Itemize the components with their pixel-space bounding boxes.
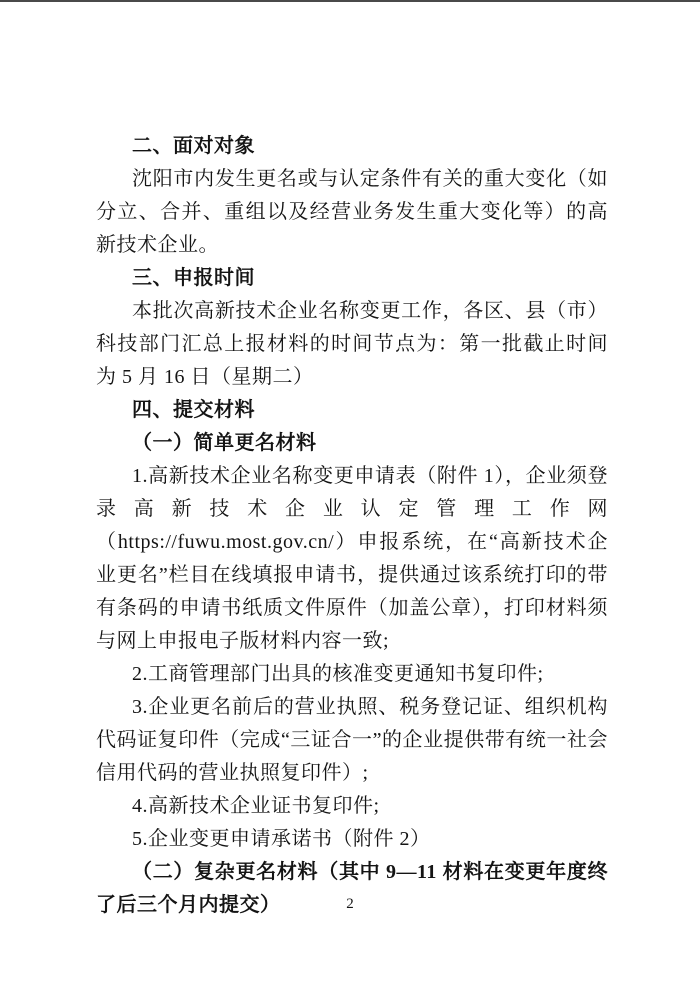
list-item-1: 1.高新技术企业名称变更申请表（附件 1），企业须登录高新技术企业认定管理工作网（https://fuwu.most.gov.cn/）申报系统，在“高新技术企业更名”栏目在线填报申请书，提供通过该系统打印的带有条码的申请书纸质文件原件（加盖公章），打印材料须与网上申报电子版材料内容一致; [96, 465, 608, 652]
list-item-4: 4.高新技术企业证书复印件; [132, 795, 380, 817]
subsection-heading-complex-materials: （二）复杂更名材料（其中 9—11 材料在变更年度终了后三个月内提交） [96, 861, 608, 916]
document-body [96, 130, 608, 922]
list-item-2: 2.工商管理部门出具的核准变更通知书复印件; [132, 663, 544, 685]
paragraph-target-scope: 沈阳市内发生更名或与认定条件有关的重大变化（如分立、合并、重组以及经营业务发生重大变化等）的高新技术企业。 [96, 168, 608, 256]
list-item-5: 5.企业变更申请承诺书（附件 2） [132, 828, 431, 850]
page-top-edge [0, 0, 700, 2]
list-item-3: 3.企业更名前后的营业执照、税务登记证、组织机构代码证复印件（完成“三证合一”的企业提供带有统一社会信用代码的营业执照复印件）; [96, 696, 608, 784]
page-number: 2 [346, 896, 354, 912]
section-heading-2: 二、面对对象 [132, 135, 255, 157]
paragraph-deadline: 本批次高新技术企业名称变更工作，各区、县（市）科技部门汇总上报材料的时间节点为：第一批截止时间为 5 月 16 日（星期二） [96, 300, 608, 388]
section-heading-3: 三、申报时间 [132, 267, 255, 289]
section-heading-4: 四、提交材料 [132, 399, 255, 421]
subsection-heading-simple-materials: （一）简单更名材料 [132, 432, 317, 454]
